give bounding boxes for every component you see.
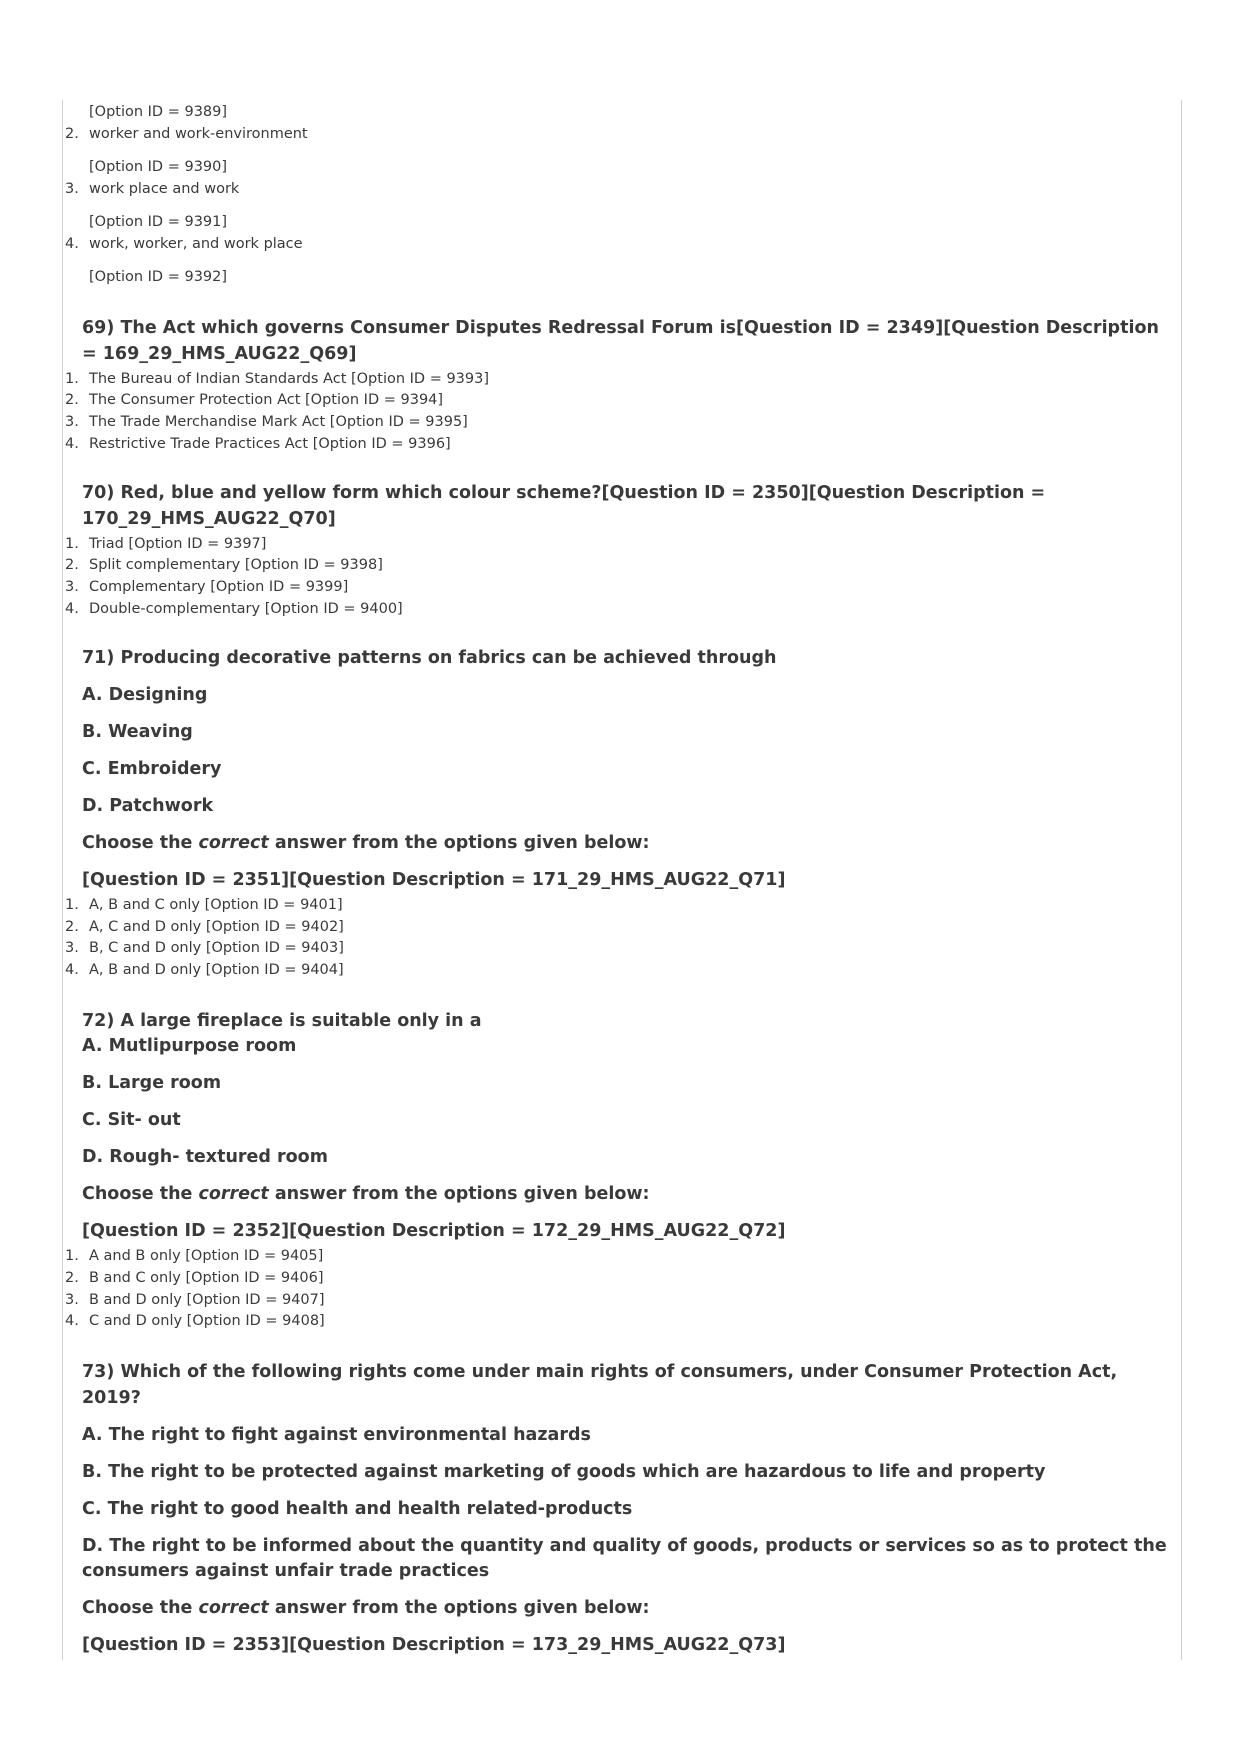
choose-emphasis: correct (198, 832, 269, 853)
statement-b: B. The right to be protected against marketing of goods which are hazardous to life and property (82, 1462, 1046, 1483)
option-text: A, C and D only [Option ID = 9402] (89, 918, 344, 935)
statement-c: C. Embroidery (82, 758, 222, 779)
statement-b: B. Weaving (82, 721, 193, 742)
option-text: B and D only [Option ID = 9407] (89, 1291, 325, 1308)
option-number: 4. (65, 1313, 79, 1330)
question-id-line: [Question ID = 2351][Question Description = 171_29_HMS_AUG22_Q71] (82, 869, 786, 890)
option-text: A, B and D only [Option ID = 9404] (89, 962, 344, 979)
option-item (63, 234, 1168, 256)
question-title: 71) Producing decorative patterns on fabrics can be achieved through (82, 647, 777, 668)
option-text: work place and work (89, 180, 240, 197)
option-number: 1. (65, 370, 79, 387)
option-item (63, 434, 1168, 456)
statement-c: C. Sit- out (82, 1110, 181, 1131)
option-text: B and C only [Option ID = 9406] (89, 1269, 324, 1286)
option-number: 2. (65, 557, 79, 574)
option-number: 2. (65, 392, 79, 409)
option-number: 3. (65, 180, 79, 197)
question-69 (63, 315, 1168, 456)
option-text: The Bureau of Indian Standards Act [Option ID = 9393] (89, 370, 490, 387)
option-item (63, 577, 1168, 599)
option-number: 3. (65, 579, 79, 596)
option-number: 3. (65, 414, 79, 431)
question-id-line: [Question ID = 2352][Question Description = 172_29_HMS_AUG22_Q72] (82, 1221, 786, 1242)
option-number: 4. (65, 962, 79, 979)
choose-text: Choose the (82, 1598, 199, 1619)
option-number: 1. (65, 1248, 79, 1265)
choose-instruction (63, 1596, 1168, 1621)
option-text: B, C and D only [Option ID = 9403] (89, 940, 344, 957)
option-text: worker and work-environment (89, 125, 308, 142)
option-text: Complementary [Option ID = 9399] (89, 579, 349, 596)
question-title: 73) Which of the following rights come under main rights of consumers, under Consumer Protection Act, 2019? (82, 1362, 1118, 1409)
option-text: A and B only [Option ID = 9405] (89, 1248, 324, 1265)
option-number: 4. (65, 435, 79, 452)
option-text: Restrictive Trade Practices Act [Option ID = 9396] (89, 435, 451, 452)
statement-b: B. Large room (82, 1073, 222, 1094)
options-list (63, 895, 1168, 982)
page-content (63, 100, 1168, 1658)
question-title: 69) The Act which governs Consumer Disputes Redressal Forum is[Question ID = 2349][Question Description = 169_29_HMS_AUG22_Q69] (82, 317, 1159, 364)
choose-text: answer from the options given below: (268, 1184, 650, 1205)
question-title: 72) A large fireplace is suitable only in a (82, 1011, 482, 1032)
document-page (62, 100, 1182, 1660)
option-item (63, 179, 1168, 201)
statement-d: D. Patchwork (82, 795, 214, 816)
option-text: Triad [Option ID = 9397] (89, 535, 267, 552)
choose-emphasis: correct (198, 1598, 269, 1619)
option-item (63, 917, 1168, 939)
statement-a: A. Designing (82, 684, 208, 705)
option-id-line: [Option ID = 9391] (89, 214, 228, 230)
option-item (63, 1290, 1168, 1312)
choose-emphasis: correct (198, 1184, 269, 1205)
option-id-line: [Option ID = 9390] (89, 159, 228, 175)
choose-text: answer from the options given below: (268, 1598, 650, 1619)
option-number: 4. (65, 235, 79, 252)
option-item (63, 369, 1168, 391)
option-number: 2. (65, 918, 79, 935)
carry-over-options (63, 102, 1168, 289)
option-item (63, 938, 1168, 960)
question-71 (63, 645, 1168, 982)
option-item (63, 555, 1168, 577)
statement-d: D. The right to be informed about the quantity and quality of goods, products or services so as to protect the consumers against unfair trade practices (82, 1536, 1167, 1582)
option-item (63, 390, 1168, 412)
option-id-line: [Option ID = 9389] (89, 104, 228, 120)
question-title: 70) Red, blue and yellow form which colour scheme?[Question ID = 2350][Question Description = 170_29_HMS_AUG22_Q70] (82, 482, 1046, 529)
statement-c: C. The right to good health and health related-products (82, 1499, 633, 1520)
option-text: The Consumer Protection Act [Option ID = 9394] (89, 392, 444, 409)
option-text: C and D only [Option ID = 9408] (89, 1313, 325, 1330)
option-item (63, 1268, 1168, 1290)
choose-text: Choose the (82, 1184, 199, 1205)
option-item (63, 412, 1168, 434)
question-id-line: [Question ID = 2353][Question Description = 173_29_HMS_AUG22_Q73] (82, 1635, 786, 1656)
option-item (63, 124, 1168, 146)
option-item (63, 960, 1168, 982)
option-number: 3. (65, 940, 79, 957)
options-list (63, 369, 1168, 456)
option-item (63, 895, 1168, 917)
question-70 (63, 480, 1168, 621)
option-number: 3. (65, 1291, 79, 1308)
option-number: 4. (65, 601, 79, 618)
options-list (63, 1246, 1168, 1333)
choose-instruction (63, 831, 1168, 856)
options-list (63, 534, 1168, 621)
option-text: The Trade Merchandise Mark Act [Option ID = 9395] (89, 414, 468, 431)
choose-text: answer from the options given below: (268, 832, 650, 853)
option-item (63, 534, 1168, 556)
option-number: 1. (65, 896, 79, 913)
option-text: A, B and C only [Option ID = 9401] (89, 896, 343, 913)
choose-text: Choose the (82, 832, 199, 853)
option-number: 1. (65, 535, 79, 552)
option-text: work, worker, and work place (89, 235, 303, 252)
question-72 (63, 1008, 1168, 1333)
choose-instruction (63, 1182, 1168, 1207)
statement-a: A. The right to fight against environmental hazards (82, 1425, 591, 1446)
option-text: Split complementary [Option ID = 9398] (89, 557, 383, 574)
option-number: 2. (65, 125, 79, 142)
statement-a: A. Mutlipurpose room (82, 1036, 297, 1057)
option-item (63, 1311, 1168, 1333)
option-id-line: [Option ID = 9392] (89, 269, 228, 285)
option-text: Double-complementary [Option ID = 9400] (89, 601, 403, 618)
question-73 (63, 1359, 1168, 1658)
statement-d: D. Rough- textured room (82, 1147, 328, 1168)
option-number: 2. (65, 1269, 79, 1286)
option-item (63, 1246, 1168, 1268)
option-item (63, 599, 1168, 621)
